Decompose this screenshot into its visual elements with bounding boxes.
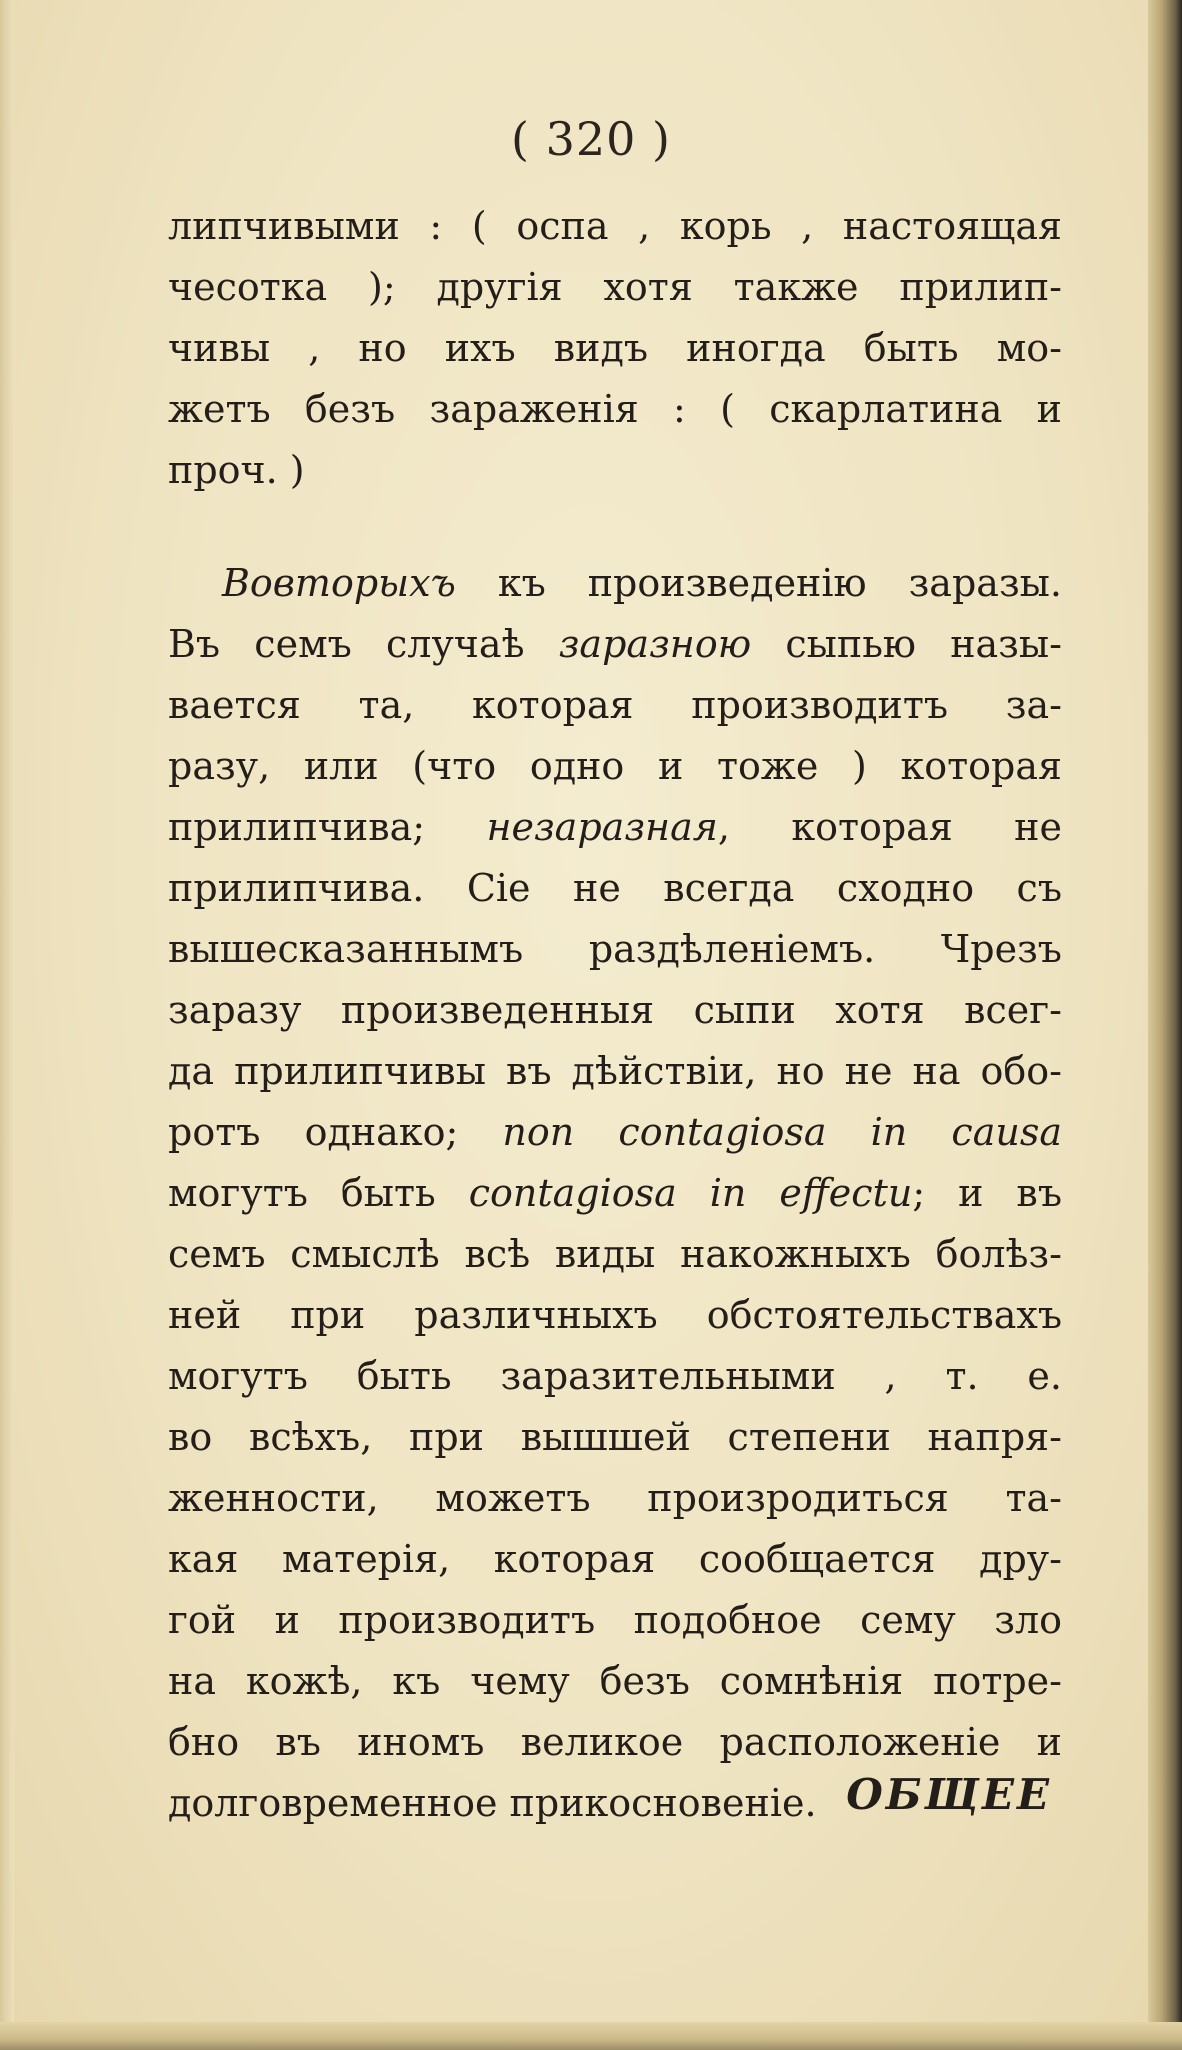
- text-line: проч. ): [168, 448, 305, 492]
- text-line: во всѣхъ, при вышшей степени напря-: [168, 1415, 1062, 1459]
- text-line: на кожѣ, къ чему безъ сомнѣнія потре-: [168, 1659, 1062, 1703]
- italic-term: Вовторыхъ: [222, 561, 456, 605]
- text-line: [168, 614, 1062, 675]
- text-line: ней при различныхъ обстоятельствахъ: [168, 1293, 1062, 1337]
- text-line: [168, 797, 1062, 858]
- text-line: [168, 553, 1062, 614]
- text-run: , которая не: [717, 805, 1062, 849]
- text-line: чесотка ); другія хотя также прилип-: [168, 265, 1062, 309]
- italic-latin-phrase: contagiosa in effectu: [468, 1171, 913, 1215]
- text-run: Въ семъ случаѣ: [168, 622, 559, 666]
- catchword: ОБЩЕЕ: [846, 1770, 1052, 1819]
- body-text: [168, 196, 1062, 1834]
- italic-term: заразною: [558, 622, 752, 666]
- text-run: ротъ однако;: [168, 1110, 503, 1154]
- page-bottom-edge: [0, 2022, 1182, 2050]
- text-line: разу, или (что одно и тоже ) которая: [168, 744, 1062, 788]
- text-line: прилипчива. Сіе не всегда сходно съ: [168, 866, 1062, 910]
- text-line: чивы , но ихъ видъ иногда быть мо-: [168, 326, 1062, 370]
- text-line: бно въ иномъ великое расположеніе и: [168, 1720, 1062, 1764]
- text-run: могутъ быть: [168, 1171, 469, 1215]
- text-line: гой и производитъ подобное сему зло: [168, 1598, 1062, 1642]
- text-line: липчивыми : ( оспа , корь , настоящая: [168, 204, 1062, 248]
- page-right-edge-shadow: [1148, 0, 1182, 2050]
- text-line: вышесказаннымъ раздѣленіемъ. Чрезъ: [168, 927, 1062, 971]
- text-line: [168, 1163, 1062, 1224]
- text-line: женности, можетъ произродиться та-: [168, 1476, 1062, 1520]
- text-run: къ произведенію заразы.: [455, 561, 1062, 605]
- text-line: жетъ безъ зараженія : ( скарлатина и: [168, 387, 1062, 431]
- italic-latin-phrase: non contagiosa in causa: [502, 1110, 1062, 1154]
- text-line: да прилипчивы въ дѣйствіи, но не на обо-: [168, 1049, 1062, 1093]
- text-line: семъ смыслѣ всѣ виды накожныхъ болѣз-: [168, 1232, 1062, 1276]
- page-left-edge: [0, 0, 14, 2050]
- italic-term: незаразная: [486, 805, 718, 849]
- page-number: ( 320 ): [511, 112, 671, 166]
- text-run: ; и въ: [912, 1171, 1062, 1215]
- paragraph-gap: [168, 501, 1062, 553]
- text-run: прилипчива;: [168, 805, 487, 849]
- text-line: кая матерія, которая сообщается дру-: [168, 1537, 1062, 1581]
- text-line: заразу произведенныя сыпи хотя всег-: [168, 988, 1062, 1032]
- text-run: сыпью назы-: [751, 622, 1062, 666]
- text-line: могутъ быть заразительными , т. е.: [168, 1354, 1062, 1398]
- text-line: долговременное прикосновеніе.: [168, 1781, 817, 1825]
- text-line: [168, 1102, 1062, 1163]
- text-line: вается та, которая производитъ за-: [168, 683, 1062, 727]
